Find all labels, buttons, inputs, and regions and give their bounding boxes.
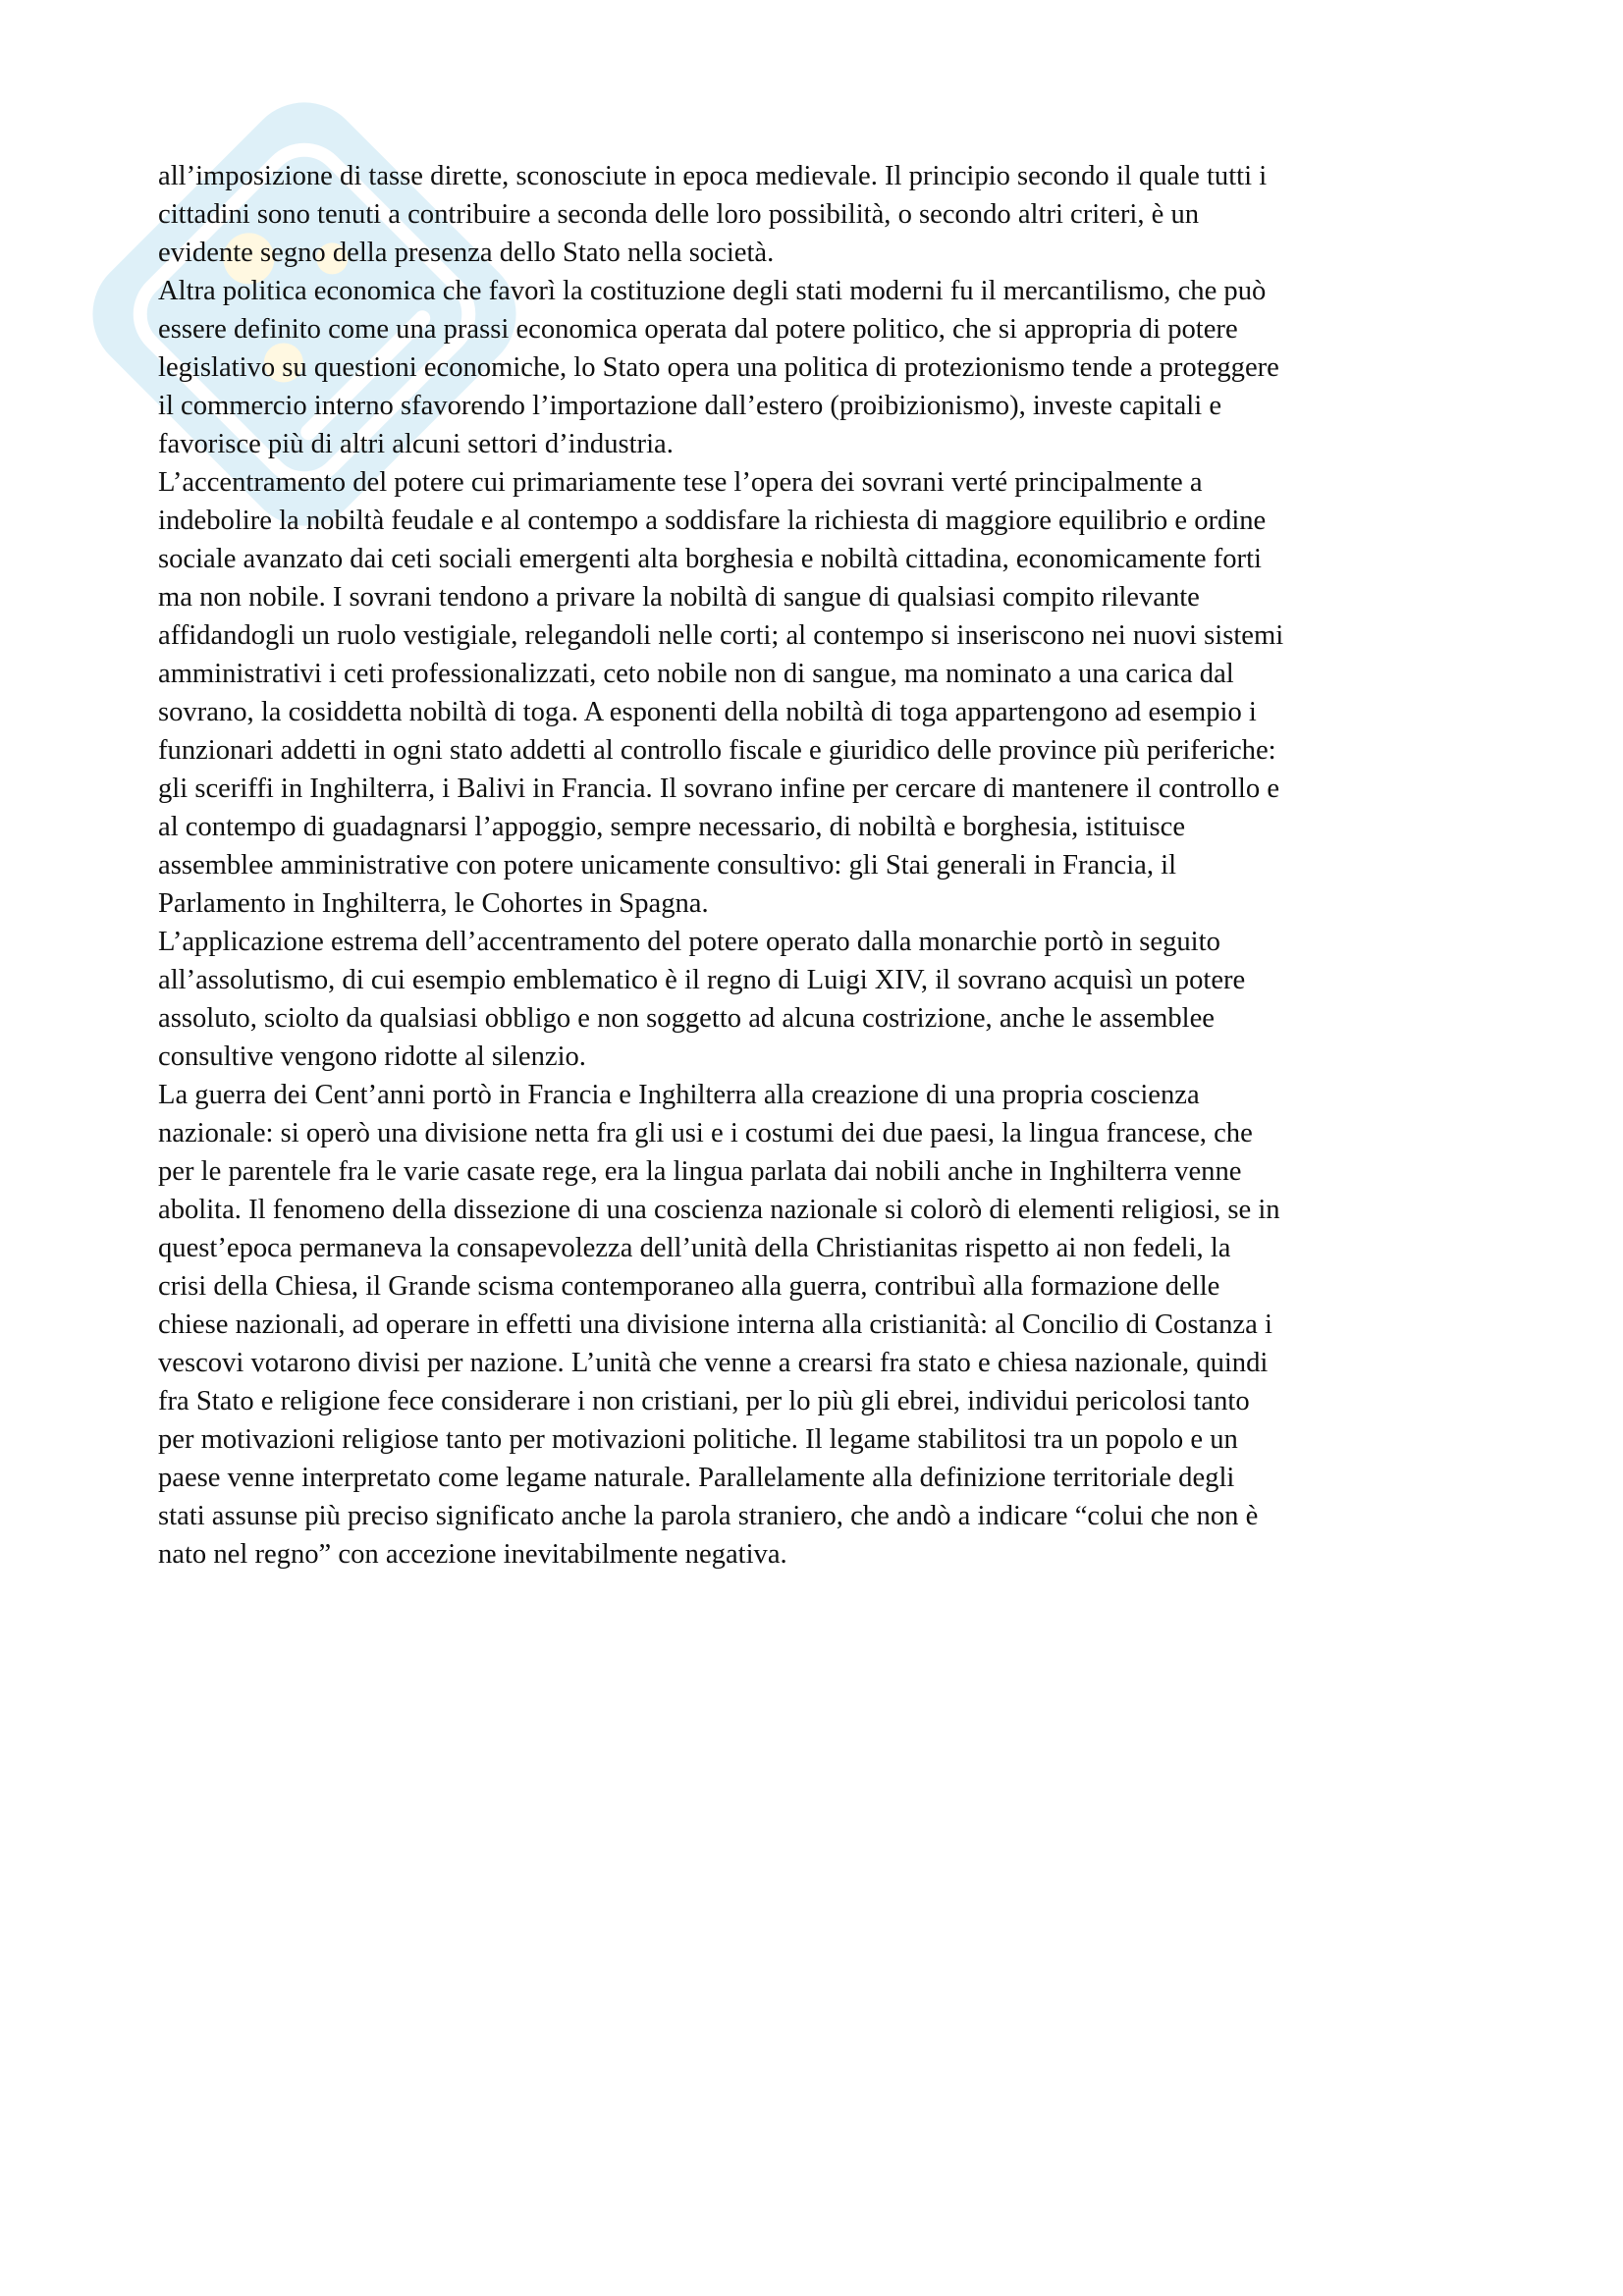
text-line: essere definito come una prassi economica operata dal potere politico, che si appropria di potere [158,314,1238,345]
text-line: nato nel regno” con accezione inevitabilmente negativa. [158,1539,787,1570]
text-line: amministrativi i ceti professionalizzati, ceto nobile non di sangue, ma nominato a una carica dal [158,659,1234,689]
text-line: assoluto, sciolto da qualsiasi obbligo e non soggetto ad alcuna costrizione, anche le assemblee [158,1003,1215,1034]
text-line: al contempo di guadagnarsi l’appoggio, sempre necessario, di nobiltà e borghesia, istituisce [158,812,1186,842]
text-line: stati assunse più preciso significato anche la parola straniero, che andò a indicare “colui che non è [158,1501,1259,1531]
text-line: all’assolutismo, di cui esempio emblematico è il regno di Luigi XIV, il sovrano acquisì un potere [158,965,1246,995]
text-line: per le parentele fra le varie casate rege, era la lingua parlata dai nobili anche in Inghilterra venne [158,1156,1242,1187]
text-line: L’accentramento del potere cui primariamente tese l’opera dei sovrani verté principalmente a [158,467,1203,498]
text-line: vescovi votarono divisi per nazione. L’unità che venne a crearsi fra stato e chiesa nazionale, quindi [158,1348,1269,1378]
document-body [158,157,1479,1574]
text-line: legislativo su questioni economiche, lo Stato opera una politica di protezionismo tende a proteggere [158,352,1279,383]
text-line: affidandogli un ruolo vestigiale, relegandoli nelle corti; al contempo si inseriscono nei nuovi sistemi [158,620,1284,651]
text-line: fra Stato e religione fece considerare i non cristiani, per lo più gli ebrei, individui pericolosi tanto [158,1386,1250,1416]
text-line: per motivazioni religiose tanto per motivazioni politiche. Il legame stabilitosi tra un popolo e un [158,1424,1238,1455]
text-line: all’imposizione di tasse dirette, sconosciute in epoca medievale. Il principio secondo il quale tutti i [158,161,1268,191]
text-line: chiese nazionali, ad operare in effetti una divisione interna alla cristianità: al Concilio di Costanza i [158,1309,1272,1340]
text-line: nazionale: si operò una divisione netta fra gli usi e i costumi dei due paesi, la lingua francese, che [158,1118,1253,1148]
text-line: sovrano, la cosiddetta nobiltà di toga. A esponenti della nobiltà di toga appartengono ad esempio i [158,697,1257,727]
text-line: favorisce più di altri alcuni settori d’industria. [158,429,674,459]
text-line: gli sceriffi in Inghilterra, i Balivi in Francia. Il sovrano infine per cercare di mantenere il controllo e [158,774,1280,804]
text-line: evidente segno della presenza dello Stato nella società. [158,238,775,268]
text-line: Altra politica economica che favorì la costituzione degli stati moderni fu il mercantilismo, che può [158,276,1267,306]
text-line: il commercio interno sfavorendo l’importazione dall’estero (proibizionismo), investe capitali e [158,391,1222,421]
text-line: assemblee amministrative con potere unicamente consultivo: gli Stai generali in Francia, il [158,850,1177,881]
text-line: cittadini sono tenuti a contribuire a seconda delle loro possibilità, o secondo altri criteri, è un [158,199,1200,230]
text-line: sociale avanzato dai ceti sociali emergenti alta borghesia e nobiltà cittadina, economicamente forti [158,544,1262,574]
text-line: ma non nobile. I sovrani tendono a privare la nobiltà di sangue di qualsiasi compito rilevante [158,582,1200,613]
text-line: funzionari addetti in ogni stato addetti al controllo fiscale e giuridico delle province più periferiche: [158,735,1276,766]
text-line: consultive vengono ridotte al silenzio. [158,1041,586,1072]
text-line: indebolire la nobiltà feudale e al contempo a soddisfare la richiesta di maggiore equilibrio e ordine [158,506,1267,536]
text-line: quest’epoca permaneva la consapevolezza dell’unità della Christianitas rispetto ai non fedeli, la [158,1233,1231,1263]
text-line: L’applicazione estrema dell’accentramento del potere operato dalla monarchie portò in seguito [158,927,1220,957]
text-line: paese venne interpretato come legame naturale. Parallelamente alla definizione territoriale degli [158,1463,1235,1493]
text-line: abolita. Il fenomeno della dissezione di una coscienza nazionale si colorò di elementi religiosi, se in [158,1195,1280,1225]
text-line: crisi della Chiesa, il Grande scisma contemporaneo alla guerra, contribuì alla formazione delle [158,1271,1220,1302]
text-line: La guerra dei Cent’anni portò in Francia e Inghilterra alla creazione di una propria coscienza [158,1080,1200,1110]
text-line: Parlamento in Inghilterra, le Cohortes in Spagna. [158,888,709,919]
